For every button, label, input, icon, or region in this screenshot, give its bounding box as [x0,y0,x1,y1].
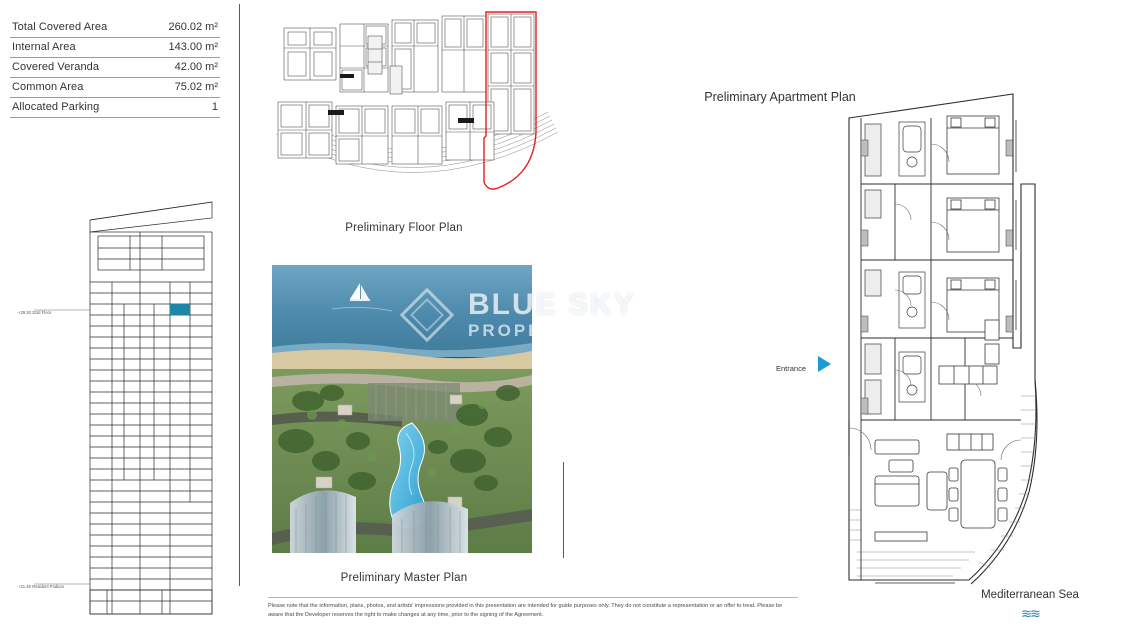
wave-icon: ≋≋ [1021,606,1039,621]
spec-label: Covered Veranda [12,61,100,73]
master-plan-image [272,265,532,553]
floor-plan-caption: Preliminary Floor Plan [345,222,463,234]
vertical-divider-left [239,4,240,586]
table-row [10,98,220,118]
spec-label: Allocated Parking [12,101,100,113]
apartment-plan-svg [835,80,1121,600]
building-elevation-drawing [12,192,228,624]
watermark-line-1: BLUE SKY [468,288,636,322]
spec-value: 143.00 m² [168,41,218,53]
sea-label: Mediterranean Sea [981,589,1079,601]
left-column [0,0,238,636]
table-row [10,18,220,38]
watermark-line-2: PROPERTIES [468,320,608,340]
spec-label: Total Covered Area [12,21,108,33]
elevation-level-note-top: +29.30 33rd Floor [18,310,52,315]
table-row [10,58,220,78]
spec-value: 75.02 m² [174,81,218,93]
spec-value: 260.02 m² [168,21,218,33]
table-row [10,78,220,98]
entrance-arrow-icon [818,356,831,372]
master-plan-caption: Preliminary Master Plan [340,572,468,584]
entrance-label: Entrance [776,364,807,373]
disclaimer-text: Please note that the information, plans, photos, and artists' impressions provided in this presentation are intended for guide purposes only. They do not constitute a representation or an offer to treat. Please be aware that the Developer reserves the right to make changes at any time, prior to the signing of the Agreement. [268,597,798,619]
elevation-level-note-bottom: +21.40 Resident Podium [18,584,64,589]
floor-plan-svg [262,6,562,216]
highlighted-unit-marker [170,304,190,315]
specification-table [10,18,220,118]
spec-value: 42.00 m² [174,61,218,73]
spec-label: Internal Area [12,41,76,53]
right-column [570,0,1121,636]
floor-plan-drawing [262,6,562,216]
vertical-divider-right [563,462,564,558]
spec-label: Common Area [12,81,84,93]
elevation-svg [12,192,228,624]
page-title: Preliminary Apartment Plan [704,90,856,104]
table-row [10,38,220,58]
spec-value: 1 [211,101,218,113]
apartment-plan-drawing [835,80,1121,600]
master-plan-render [272,265,532,553]
